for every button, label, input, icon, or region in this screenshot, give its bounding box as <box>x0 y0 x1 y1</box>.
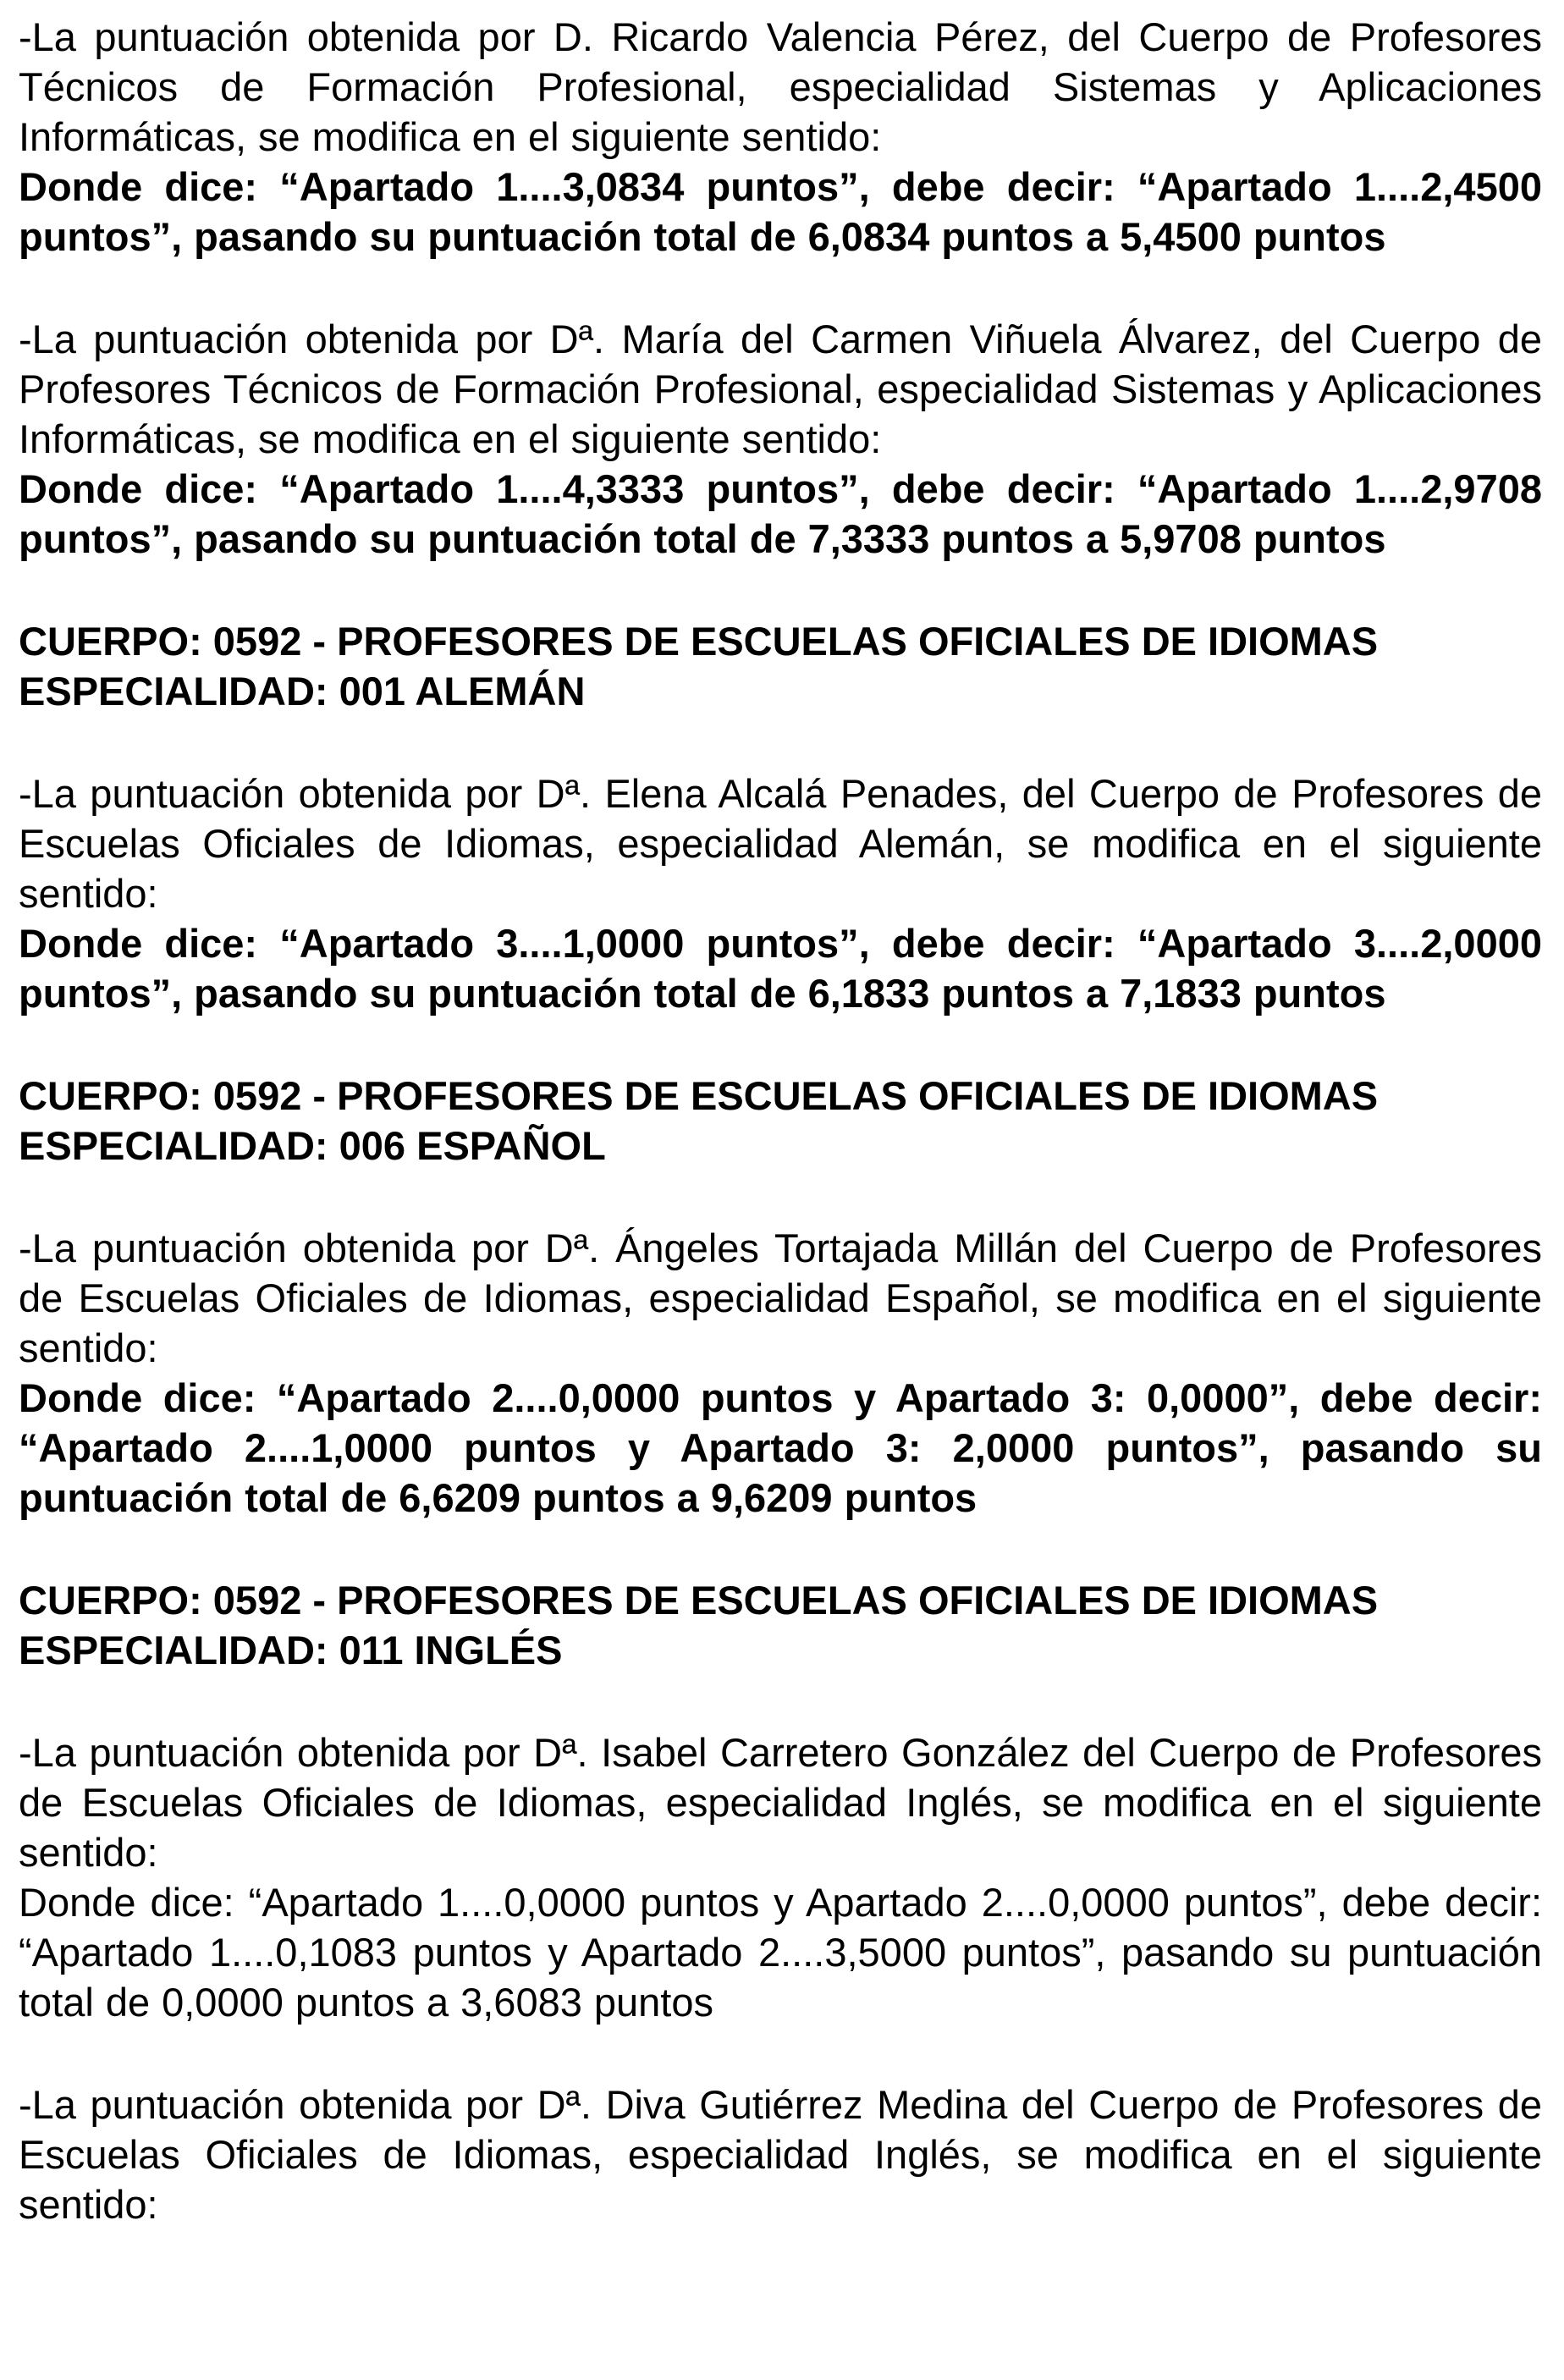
correction-entry-intro: -La puntuación obtenida por Dª. Ángeles Tortajada Millán del Cuerpo de Profesores de Escuelas Oficiales de Idiomas, especialidad Español, se modifica en el siguiente sentido: <box>19 1226 1542 1370</box>
blank-line <box>19 1523 1542 1575</box>
heading-cuerpo: CUERPO: 0592 - PROFESORES DE ESCUELAS OFICIALES DE IDIOMAS <box>19 1073 1379 1118</box>
correction-entry-intro: -La puntuación obtenida por Dª. Elena Alcalá Penades, del Cuerpo de Profesores de Escuelas Oficiales de Idiomas, especialidad Alemán, se modifica en el siguiente sentido: <box>19 771 1542 916</box>
correction-entry-change: Donde dice: “Apartado 1....4,3333 puntos”, debe decir: “Apartado 1....2,9708 puntos”, pasando su puntuación total de 7,3333 puntos a 5,9708 puntos <box>19 466 1542 561</box>
blank-line <box>19 2027 1542 2080</box>
blank-line <box>19 1675 1542 1727</box>
correction-entry-intro: -La puntuación obtenida por Dª. Diva Gutiérrez Medina del Cuerpo de Profesores de Escuelas Oficiales de Idiomas, especialidad Inglés, se modifica en el siguiente sentido: <box>19 2082 1542 2227</box>
section-heading <box>19 1575 1542 1675</box>
correction-entry-change: Donde dice: “Apartado 2....0,0000 puntos y Apartado 3: 0,0000”, debe decir: “Apartado 2....1,0000 puntos y Apartado 3: 2,0000 puntos”, pasando su puntuación total de 6,6209 puntos a 9,6209 puntos <box>19 1375 1542 1520</box>
heading-especialidad: ESPECIALIDAD: 006 ESPAÑOL <box>19 1123 606 1168</box>
section-heading <box>19 616 1542 716</box>
heading-cuerpo: CUERPO: 0592 - PROFESORES DE ESCUELAS OFICIALES DE IDIOMAS <box>19 1578 1379 1622</box>
blank-line <box>19 716 1542 769</box>
correction-entry-change: Donde dice: “Apartado 1....3,0834 puntos”, debe decir: “Apartado 1....2,4500 puntos”, pasando su puntuación total de 6,0834 puntos a 5,4500 puntos <box>19 164 1542 259</box>
correction-entry-change: Donde dice: “Apartado 1....0,0000 puntos y Apartado 2....0,0000 puntos”, debe decir: “Apartado 1....0,1083 puntos y Apartado 2....3,5000 puntos”, pasando su puntuación total de 0,0000 puntos a 3,6083 puntos <box>19 1880 1542 2025</box>
correction-entry-intro: -La puntuación obtenida por Dª. Isabel Carretero González del Cuerpo de Profesores de Escuelas Oficiales de Idiomas, especialidad Inglés, se modifica en el siguiente sentido: <box>19 1730 1542 1875</box>
correction-entry-intro: -La puntuación obtenida por Dª. María del Carmen Viñuela Álvarez, del Cuerpo de Profesores Técnicos de Formación Profesional, especialidad Sistemas y Aplicaciones Informáticas, se modifica en el siguiente sentido: <box>19 317 1542 461</box>
blank-line <box>19 262 1542 314</box>
correction-entry-intro: -La puntuación obtenida por D. Ricardo Valencia Pérez, del Cuerpo de Profesores Técnicos de Formación Profesional, especialidad Sistemas y Aplicaciones Informáticas, se modifica en el siguiente sentido: <box>19 14 1542 159</box>
section-heading <box>19 1071 1542 1171</box>
correction-entry-change: Donde dice: “Apartado 3....1,0000 puntos”, debe decir: “Apartado 3....2,0000 puntos”, pasando su puntuación total de 6,1833 puntos a 7,1833 puntos <box>19 921 1542 1016</box>
heading-especialidad: ESPECIALIDAD: 001 ALEMÁN <box>19 669 586 713</box>
blank-line <box>19 1171 1542 1223</box>
blank-line <box>19 1018 1542 1071</box>
blank-line <box>19 564 1542 616</box>
heading-cuerpo: CUERPO: 0592 - PROFESORES DE ESCUELAS OFICIALES DE IDIOMAS <box>19 619 1379 664</box>
heading-especialidad: ESPECIALIDAD: 011 INGLÉS <box>19 1628 563 1672</box>
